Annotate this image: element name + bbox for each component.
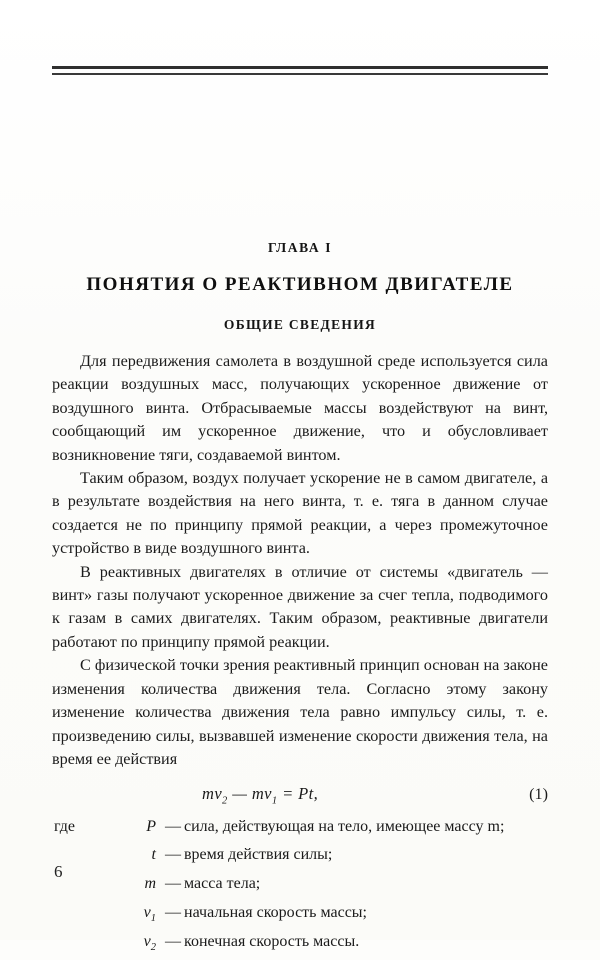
page-content: [52, 0, 548, 960]
definition-dash: —: [165, 932, 181, 950]
variable-definition: конечная скорость массы.: [184, 932, 360, 950]
variable-definition: время действия силы;: [184, 846, 333, 864]
variable-symbol-text: t: [151, 846, 156, 864]
variable-symbol-text: P: [146, 817, 156, 835]
equation-term-2: mv: [251, 784, 272, 804]
list-item: [52, 816, 548, 845]
variable-symbol-text: v: [143, 903, 151, 921]
equation-equals: =: [282, 784, 294, 804]
equation-expression: [202, 784, 529, 806]
variable-symbol-text: v: [143, 932, 151, 950]
definition-dash: —: [165, 903, 181, 921]
definition-dash: —: [165, 875, 181, 893]
paragraph-1: Для передвижения самолета в воздушной среде используется сила реакции воздушных масс, получающих ускоренное движение от воздушного винта. Отбрасываемые массы воздействуют на винт, сообщающий им ускоренное движение, что и обусловливает возникновение тяги, создаваемой винтом.: [52, 352, 548, 464]
equation-subscript-2: 1: [271, 795, 278, 807]
body-text: [52, 350, 548, 771]
equation-rhs: Pt,: [298, 784, 319, 804]
where-keyword: где: [54, 817, 76, 835]
chapter-label: ГЛАВА I: [267, 240, 333, 255]
page-number: 6: [54, 862, 63, 881]
variable-symbol-text: m: [144, 875, 156, 893]
variable-symbol: [100, 902, 162, 931]
equation-number: (1): [529, 785, 548, 804]
variable-definition: сила, действующая на тело, имеющее массу m;: [184, 817, 505, 835]
variable-definition: масса тела;: [184, 875, 261, 893]
definition-dash: —: [165, 846, 181, 864]
paragraph-3: В реактивных двигателях в отличие от системы «двигатель — винт» газы получают ускоренное движение за счег тепла, подводимого к газам в самих двигателях. Таким образом, реактивные двигатели работают по принципу прямой реакции.: [52, 562, 548, 651]
paragraph-4: С физической точки зрения реактивный принцип основан на законе изменения количества движения тела. Согласно этому закону изменение количества движения тела равно импульсу силы, т. е. произведению силы, вызвавшей изменение скорости движения тела, на время ее действия: [52, 656, 548, 768]
equation-operator: —: [232, 784, 248, 804]
section-title: ОБЩИЕ СВЕДЕНИЯ: [223, 317, 377, 332]
list-item: [52, 844, 548, 873]
paragraph-2: Таким образом, воздух получает ускорение не в самом двигателе, а в результате воздействия на него винта, т. е. тяга в данном случае создается не по принципу прямой реакции, а через промежуточное устройство в виде воздушного винта.: [52, 469, 548, 558]
list-item: [52, 902, 548, 931]
variable-symbol: [100, 873, 162, 902]
variable-symbol-subscript: 1: [150, 913, 156, 925]
variable-definitions-list: [52, 816, 548, 960]
equation-row: [52, 784, 548, 806]
variable-symbol: [100, 931, 162, 960]
equation-subscript-1: 2: [222, 795, 228, 807]
variable-symbol-subscript: 2: [150, 941, 156, 953]
variable-symbol: [100, 844, 162, 873]
variable-symbol: [100, 816, 162, 845]
list-item: [52, 873, 548, 902]
list-item: [52, 931, 548, 960]
equation-term-1: mv: [202, 784, 223, 804]
chapter-title: ПОНЯТИЯ О РЕАКТИВНОМ ДВИГАТЕЛЕ: [86, 274, 514, 295]
definition-dash: —: [165, 817, 181, 835]
variable-definition: начальная скорость массы;: [184, 903, 367, 921]
